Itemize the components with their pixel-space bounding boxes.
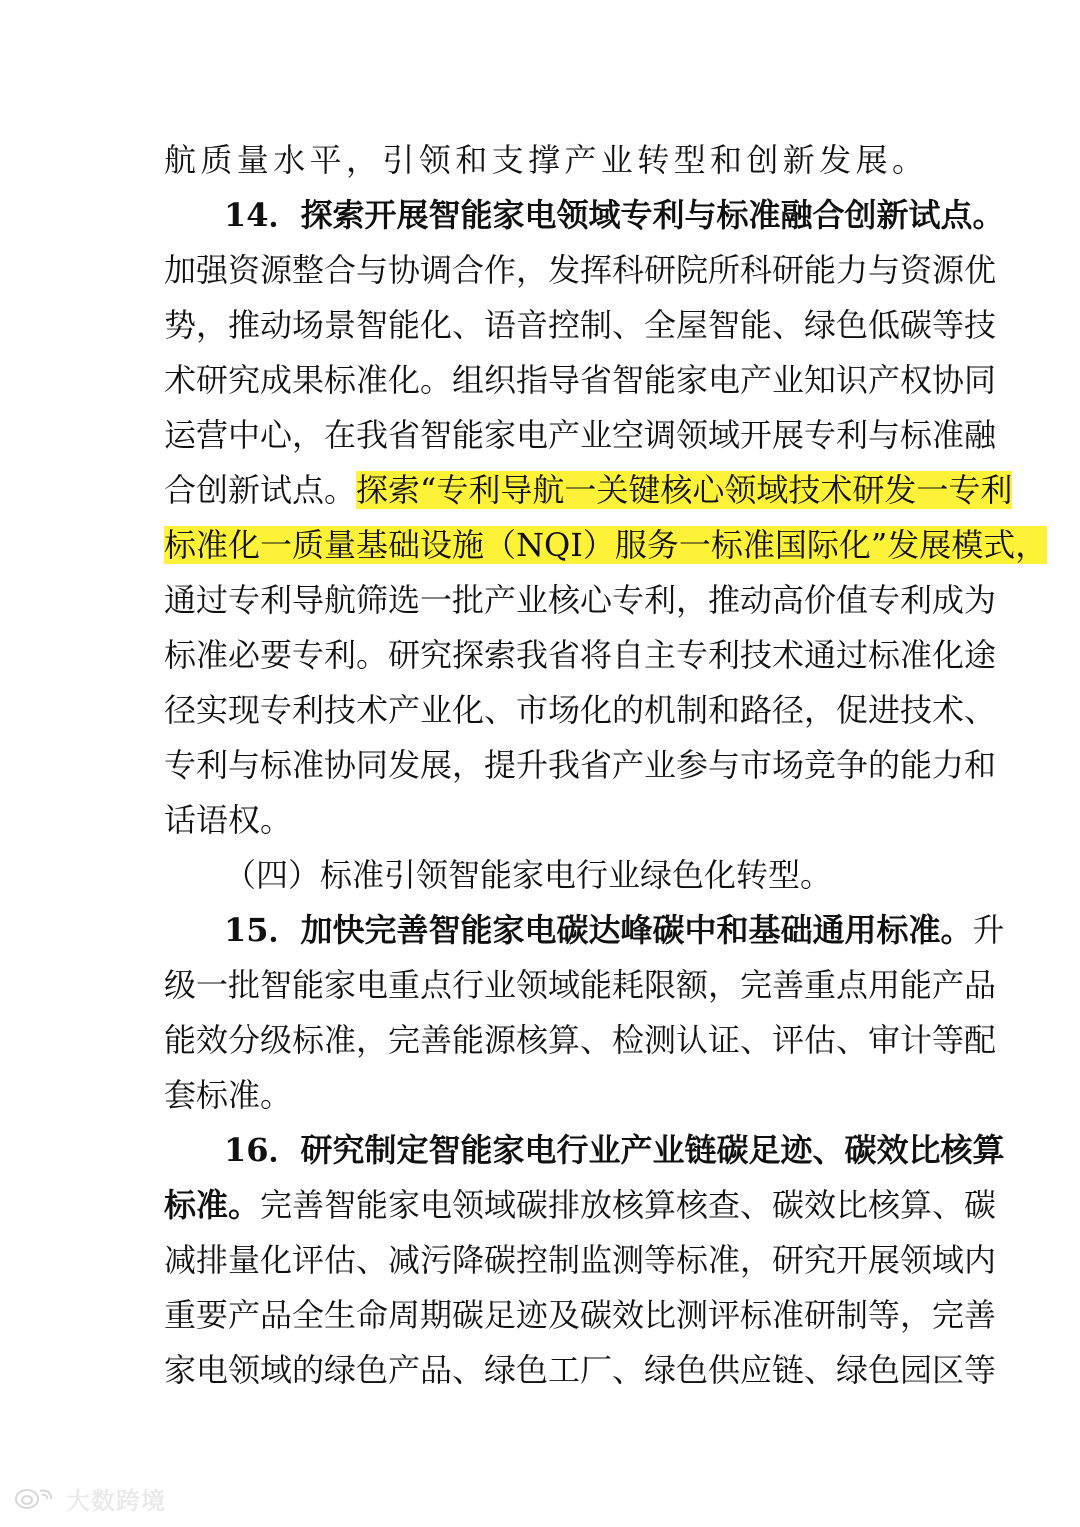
text-line: 减排量化评估、减污降碳控制监测等标准，研究开展领域内 — [164, 1241, 997, 1279]
text-line: 术研究成果标准化。组织指导省智能家电产业知识产权协同 — [164, 361, 997, 399]
text-line: 套标准。 — [164, 1076, 293, 1114]
highlighted-line — [164, 525, 1048, 565]
text-line: 能效分级标准，完善能源核算、检测认证、评估、审计等配 — [164, 1021, 997, 1059]
text-line: 航质量水平，引领和支撑产业转型和创新发展。 — [164, 141, 924, 179]
text-segment: 升 — [972, 911, 1005, 949]
heading-bold-text: 标准。 — [164, 1186, 261, 1224]
text-line: 径实现专利技术产业化、市场化的机制和路径，促进技术、 — [164, 691, 997, 729]
text-line: 标准必要专利。研究探索我省将自主专利技术通过标准化途 — [164, 636, 997, 674]
text-line-mixed — [164, 1185, 997, 1225]
text-line: 话语权。 — [164, 801, 293, 839]
text-segment: 合创新试点。 — [164, 471, 357, 509]
text-line: 专利与标准协同发展，提升我省产业参与市场竞争的能力和 — [164, 746, 997, 784]
text-line: 重要产品全生命周期碳足迹及碳效比测评标准研制等，完善 — [164, 1296, 997, 1334]
text-line: 级一批智能家电重点行业领域能耗限额，完善重点用能产品 — [164, 966, 997, 1004]
section-heading-15 — [224, 910, 1005, 950]
weibo-logo-icon — [14, 1485, 60, 1511]
text-line: 运营中心，在我省智能家电产业空调领域开展专利与标准融 — [164, 416, 997, 454]
text-line: 势，推动场景智能化、语音控制、全屋智能、绿色低碳等技 — [164, 306, 997, 344]
text-segment: 完善智能家电领域碳排放核算核查、碳效比核算、碳 — [260, 1186, 997, 1224]
highlighted-text: 探索“专利导航一关键核心领域技术研发一专利 — [356, 471, 1013, 509]
watermark — [14, 1480, 166, 1516]
text-line: 家电领域的绿色产品、绿色工厂、绿色供应链、绿色园区等 — [164, 1351, 997, 1389]
text-line: 通过专利导航筛选一批产业核心专利，推动高价值专利成为 — [164, 581, 997, 619]
subsection-heading: （四）标准引领智能家电行业绿色化转型。 — [224, 856, 833, 894]
text-line-mixed — [164, 470, 1013, 510]
highlighted-text: 标准化一质量基础设施（NQI）服务一标准国际化”发展模式， — [164, 526, 1048, 564]
heading-bold-text: 15．加快完善智能家电碳达峰碳中和基础通用标准。 — [224, 911, 973, 949]
text-line: 加强资源整合与协调合作，发挥科研院所科研能力与资源优 — [164, 251, 997, 289]
watermark-text: 大数跨境 — [66, 1486, 166, 1515]
section-heading-14: 14．探索开展智能家电领域专利与标准融合创新试点。 — [224, 196, 1005, 234]
section-heading-16: 16．研究制定智能家电行业产业链碳足迹、碳效比核算 — [224, 1131, 1005, 1169]
